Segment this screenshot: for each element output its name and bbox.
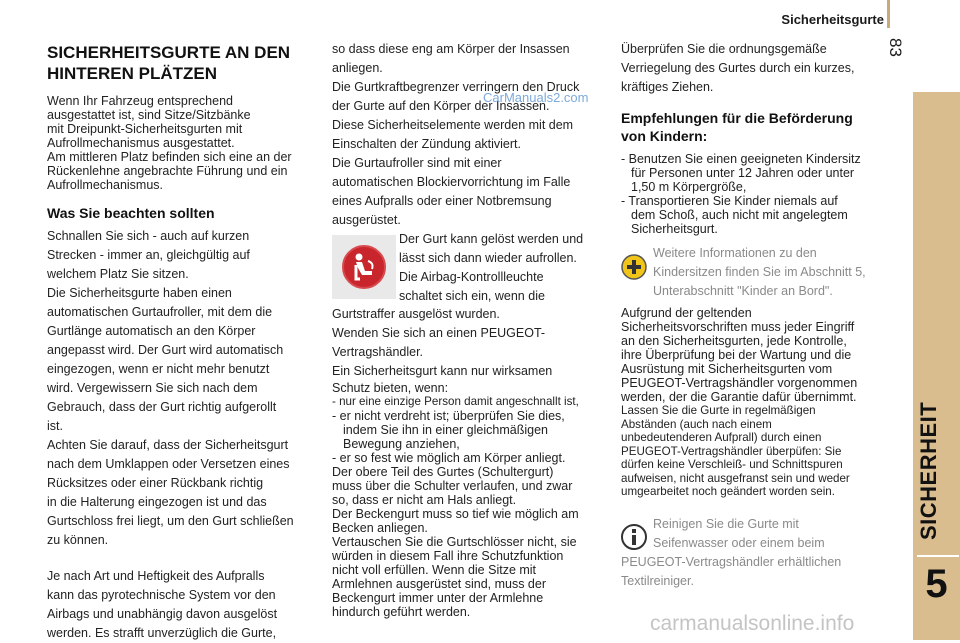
text-line: Gebrauch, dass der Gurt richtig aufgerollt	[47, 400, 277, 414]
list-item: 1,50 m Körpergröße,	[631, 180, 747, 194]
text-line: Schutz bieten, wenn:	[332, 381, 449, 395]
text-line: Gurtstraffer ausgelöst wurden.	[332, 307, 500, 321]
list-item: - Transportieren Sie Kinder niemals auf	[621, 194, 838, 208]
text-line: Die Sicherheitsgurte haben einen	[47, 286, 232, 300]
chapter-tab-divider	[917, 555, 959, 557]
text-line: Verriegelung des Gurtes durch ein kurzes,	[621, 61, 855, 75]
list-item: Sicherheitsgurt.	[631, 222, 718, 236]
text-line: Ein Sicherheitsgurt kann nur wirksamen	[332, 364, 553, 378]
condition-list	[332, 409, 606, 465]
watermark-bottom: carmanualsonline.info	[650, 612, 855, 635]
more-info-note	[621, 246, 896, 306]
text-line: an den Sicherheitsgurten, jede Kontrolle,	[621, 334, 847, 348]
list-item: dem Schoß, auch nicht mit angelegtem	[631, 208, 848, 222]
text-line: PEUGEOT-Vertragshändler überpüfen: Sie	[621, 444, 842, 458]
text-line: Reinigen Sie die Gurte mit	[653, 516, 799, 531]
text-line: Die Gurtaufroller sind mit einer	[332, 156, 502, 170]
more-info-text	[653, 244, 898, 301]
text-line: Vertragshändler.	[332, 345, 424, 359]
body-paragraph	[621, 306, 896, 404]
page-number: 83	[886, 38, 905, 57]
body-paragraph	[332, 40, 606, 230]
text-line: umgearbeitet noch geändert worden sein.	[621, 485, 835, 498]
small-print-line: - nur eine einzige Person damit angeschnallt ist,	[332, 395, 579, 408]
text-line: werden, der die Garantie dafür übernimmt.	[621, 390, 857, 404]
text-line: Aufrollmechanismus.	[47, 178, 164, 192]
chapter-number: 5	[925, 562, 948, 606]
text-line: der Gurte auf den Körper der Insassen.	[332, 99, 550, 113]
text-line: Textilreiniger.	[621, 573, 694, 588]
text-line: anliegen.	[332, 61, 383, 75]
cleaning-text	[653, 515, 883, 553]
text-line: Schnallen Sie sich - auch auf kurzen	[47, 229, 250, 243]
text-line: Am mittleren Platz befinden sich eine an der	[47, 150, 292, 164]
text-line: angepasst wird. Der Gurt wird automatisch	[47, 343, 284, 357]
body-paragraph	[332, 305, 606, 395]
text-line: Je nach Art und Heftigkeit des Aufpralls	[47, 569, 265, 583]
child-recommendations-list	[621, 152, 896, 236]
text-line: Seifenwasser oder einem beim	[653, 535, 825, 550]
text-line: Vertauschen Sie die Gurtschlösser nicht, sie	[332, 534, 577, 549]
text-line: kräftiges Ziehen.	[621, 80, 714, 94]
text-line: Wenden Sie sich an einen PEUGEOT-	[332, 326, 546, 340]
text-line: Abständen (auch nach einem	[621, 417, 772, 431]
watermark-top: CarManuals2.com	[483, 90, 589, 105]
cleaning-text-continued	[621, 553, 896, 591]
cleaning-note	[621, 516, 896, 591]
text-line: automatischen Blockiervorrichtung im Falle	[332, 175, 571, 189]
text-line: so, dass er nicht am Hals anliegt.	[332, 492, 517, 507]
text-line: Aufgrund der geltenden	[621, 306, 752, 320]
small-print-paragraph	[621, 404, 896, 499]
intro-paragraph	[47, 94, 322, 192]
text-line: in die Halterung eingezogen ist und das	[47, 495, 267, 509]
text-line: ausgestattet ist, sind Sitze/Sitzbänke	[47, 108, 251, 122]
text-line: Die Gurtkraftbegrenzer verringern den Druck	[332, 80, 580, 94]
text-line: schaltet sich ein, wenn die	[399, 289, 545, 303]
chapter-label: SICHERHEIT	[916, 401, 941, 540]
text-line: kann das pyrotechnische System vor den	[47, 588, 276, 602]
body-paragraph	[332, 465, 606, 619]
text-line: Unterabschnitt "Kinder an Bord".	[653, 284, 833, 298]
text-line: ihre Überprüfung bei der Wartung und die	[621, 348, 852, 362]
text-line: Gurtschloss frei liegt, um den Gurt schließen	[47, 514, 294, 528]
text-line: werden. Es strafft unverzüglich die Gurte,	[47, 626, 277, 640]
text-line: Diese Sicherheitselemente werden mit dem	[332, 118, 574, 132]
text-line: Achten Sie darauf, dass der Sicherheitsgurt	[47, 438, 289, 452]
text-line: Kindersitzen finden Sie im Abschnitt 5,	[653, 265, 866, 279]
body-paragraph	[47, 227, 322, 550]
text-line: Armlehnen ausgerüstet sind, muss der	[332, 576, 546, 591]
plus-info-icon	[621, 254, 647, 280]
text-line: wird. Vergewissern Sie sich nach dem	[47, 381, 258, 395]
text-line: Lassen Sie die Gurte in regelmäßigen	[621, 404, 816, 417]
text-line: Der Beckengurt muss so tief wie möglich am	[332, 506, 579, 521]
text-line: Strecken - immer an, gleichgültig auf	[47, 248, 250, 262]
text-line: Becken anliegen.	[332, 520, 428, 535]
text-line: Gurtlänge automatisch an den Körper	[47, 324, 256, 338]
text-line: automatischen Gurtaufroller, mit dem die	[47, 305, 273, 319]
column-2	[332, 40, 606, 619]
text-line: so dass diese eng am Körper der Insassen	[332, 42, 570, 56]
column-1	[47, 42, 322, 643]
text-line: Empfehlungen für die Beförderung	[621, 110, 853, 126]
header-divider	[887, 0, 890, 28]
text-line: mit Dreipunkt-Sicherheitsgurten mit	[47, 122, 243, 136]
body-paragraph	[621, 40, 896, 97]
text-line: Airbags und unabhängig davon ausgelöst	[47, 607, 278, 621]
text-line: Wenn Ihr Fahrzeug entsprechend	[47, 94, 233, 108]
chapter-tab	[913, 92, 960, 640]
text-line: Einschalten der Zündung aktiviert.	[332, 137, 521, 151]
text-line: Rücksitzes oder einer Rückbank richtig	[47, 476, 264, 490]
airbag-note	[332, 230, 606, 306]
text-line: welchem Platz Sie sitzen.	[47, 267, 189, 281]
text-line: eines Aufpralls oder einer Notbremsung	[332, 194, 552, 208]
text-line: ausgerüstet.	[332, 213, 401, 227]
text-line: ist.	[47, 419, 63, 433]
list-item: - er so fest wie möglich am Körper anliegt.	[332, 450, 566, 465]
text-line: würden in diesem Fall ihre Schutzfunktion	[332, 548, 564, 563]
text-line: Aufrollmechanismus ausgestattet.	[47, 136, 235, 150]
text-line: dürfen keine Verschleiß- und Schnittspuren	[621, 458, 843, 471]
text-line: PEUGEOT-Vertragshändler vorgenommen	[621, 376, 858, 390]
text-line: muss über die Schulter verlaufen, und zwar	[332, 478, 573, 493]
text-line: Der obere Teil des Gurtes (Schultergurt)	[332, 464, 554, 479]
text-line: PEUGEOT-Vertragshändler erhältlichen	[621, 554, 842, 569]
airbag-warning-icon	[332, 235, 396, 299]
section-heading: SICHERHEITSGURTE AN DEN HINTEREN PLÄTZEN	[47, 43, 291, 83]
list-item: - er nicht verdreht ist; überprüfen Sie dies,	[332, 408, 565, 423]
text-line: Rückenlehne angebrachte Führung und ein	[47, 164, 288, 178]
list-item: für Personen unter 12 Jahren oder unter	[631, 166, 855, 180]
text-line: aufweisen, nicht ausgefranst sein und weder	[621, 471, 850, 485]
airbag-note-text	[399, 230, 609, 306]
subheading: Was Sie beachten sollten	[47, 205, 215, 221]
text-line: unbedeutenderen Aufprall) durch einen	[621, 431, 822, 444]
list-item: - Benutzen Sie einen geeigneten Kindersitz	[621, 152, 861, 166]
text-line: nicht voll erfüllen. Wenn die Sitze mit	[332, 562, 537, 577]
text-line: Ausrüstung mit Sicherheitsgurten vom	[621, 362, 833, 376]
info-icon	[621, 524, 647, 550]
subheading	[621, 109, 896, 145]
text-line: Weitere Informationen zu den	[653, 246, 817, 260]
text-line: hindurch geführt werden.	[332, 604, 471, 619]
text-line: nach dem Umklappen oder Versetzen eines	[47, 457, 290, 471]
text-line: zu können.	[47, 533, 109, 547]
text-line: lässt sich dann wieder aufrollen.	[399, 251, 577, 265]
text-line: Beckengurt immer unter der Armlehne	[332, 590, 544, 605]
text-line: von Kindern:	[621, 128, 708, 144]
text-line: eingezogen, wenn er nicht mehr benutzt	[47, 362, 270, 376]
list-item: indem Sie ihn in einer gleichmäßigen	[343, 422, 548, 437]
text-line: Sicherheitsvorschriften muss jeder Eingriff	[621, 320, 855, 334]
text-line: Überprüfen Sie die ordnungsgemäße	[621, 42, 827, 56]
text-line: Der Gurt kann gelöst werden und	[399, 232, 584, 246]
list-item: Bewegung anziehen,	[343, 436, 460, 451]
column-3	[621, 40, 896, 591]
body-paragraph	[47, 567, 322, 643]
section-title: Sicherheitsgurte	[781, 12, 884, 27]
text-line: Die Airbag-Kontrollleuchte	[399, 270, 544, 284]
